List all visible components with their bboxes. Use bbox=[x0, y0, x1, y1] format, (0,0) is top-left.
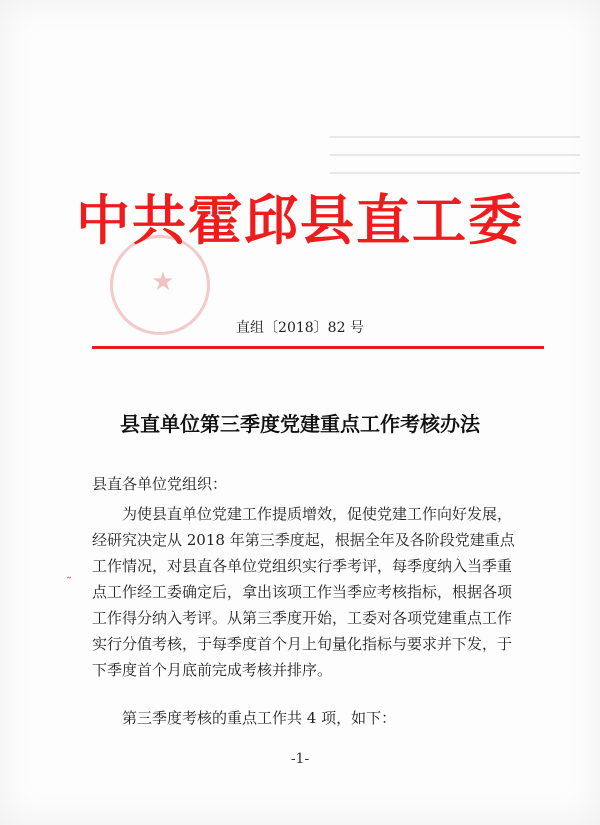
red-divider-rule bbox=[92, 346, 544, 349]
salutation: 县直各单位党组织： bbox=[92, 475, 228, 493]
paragraph-line: 下季度首个月底前完成考核并排序。 bbox=[92, 661, 333, 679]
paragraph-line: 为使县直单位党建工作提质增效，促使党建工作向好发展， bbox=[122, 505, 513, 523]
scan-mark: ˷ bbox=[66, 565, 72, 579]
paragraph-line: 经研究决定从 2018 年第三季度起，根据全年及各阶段党建重点 bbox=[92, 531, 515, 549]
paragraph-line: 工作得分纳入考评。从第三季度开始，工委对各项党建重点工作 bbox=[92, 609, 513, 627]
page-number: -1- bbox=[290, 751, 310, 767]
body-paragraph-1 bbox=[92, 501, 552, 683]
document-title: 县直单位第三季度党建重点工作考核办法 bbox=[120, 412, 480, 436]
document-number: 直组〔2018〕82 号 bbox=[236, 320, 364, 336]
seal-star-icon: ★ bbox=[151, 267, 175, 297]
paragraph-line: 点工作经工委确定后，拿出该项工作当季应考核指标，根据各项 bbox=[92, 583, 513, 601]
body-paragraph-2 bbox=[92, 705, 552, 731]
paragraph-line: 工作情况，对县直各单位党组织实行季考评，每季度纳入当季重 bbox=[92, 557, 513, 575]
paragraph-line: 实行分值考核，于每季度首个月上旬量化指标与要求并下发，于 bbox=[92, 635, 513, 653]
issuer-header: 中共霍邱县直工委 bbox=[76, 189, 524, 252]
paragraph-line: 第三季度考核的重点工作共 4 项，如下： bbox=[122, 709, 397, 727]
